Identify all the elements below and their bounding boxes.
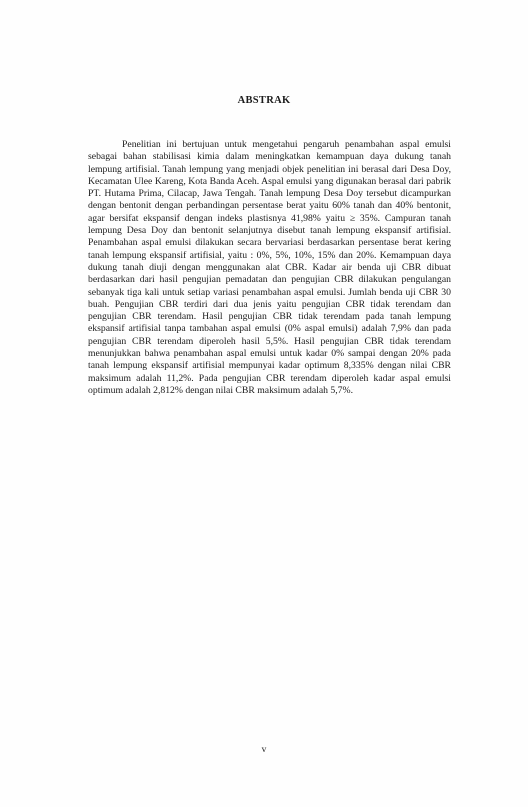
abstract-title: ABSTRAK [237, 95, 291, 106]
abstract-paragraph: Penelitian ini bertujuan untuk mengetahui pengaruh penambahan aspal emulsi sebagai bahan stabilisasi kimia dalam meningkatkan kemampuan daya dukung tanah lempung artifisial. Tanah lempung yang menjadi objek penelitian ini berasal dari Desa Doy, Kecamatan Ulee Kareng, Kota Banda Aceh. Aspal emulsi yang digunakan berasal dari pabrik PT. Hutama Prima, Cilacap, Jawa Tengah. Tanah lempung Desa Doy tersebut dicampurkan dengan bentonit dengan perbandingan persentase berat yaitu 60% tanah dan 40% bentonit, agar bersifat ekspansif dengan indeks plastisnya 41,98% yaitu ≥ 35%. Campuran tanah lempung Desa Doy dan bentonit selanjutnya disebut tanah lempung ekspansif artifisial. Penambahan aspal emulsi dilakukan secara bervariasi berdasarkan persentase berat kering tanah lempung ekspansif artifisial, yaitu : 0%, 5%, 10%, 15% dan 20%. Kemampuan daya dukung tanah diuji dengan menggunakan alat CBR. Kadar air benda uji CBR dibuat berdasarkan dari hasil pengujian pemadatan dan pengujian CBR dilakukan pengulangan sebanyak tiga kali untuk setiap variasi penambahan aspal emulsi. Jumlah benda uji CBR 30 buah. Pengujian CBR terdiri dari dua jenis yaitu pengujian CBR tidak terendam dan pengujian CBR terendam. Hasil pengujian CBR tidak terendam pada tanah lempung ekspansif artifisial tanpa tambahan aspal emulsi (0% aspal emulsi) adalah 7,9% dan pada pengujian CBR terendam diperoleh hasil 5,5%. Hasil pengujian CBR tidak terendam menunjukkan bahwa penambahan aspal emulsi untuk kadar 0% sampai dengan 20% pada tanah lempung ekspansif artifisial mempunyai kadar optimum 8,335% dengan nilai CBR maksimum adalah 11,2%. Pada pengujian CBR terendam diperoleh kadar aspal emulsi optimum adalah 2,812% dengan nilai CBR maksimum adalah 5,7%. [88, 139, 451, 396]
page-number: v [261, 745, 267, 755]
